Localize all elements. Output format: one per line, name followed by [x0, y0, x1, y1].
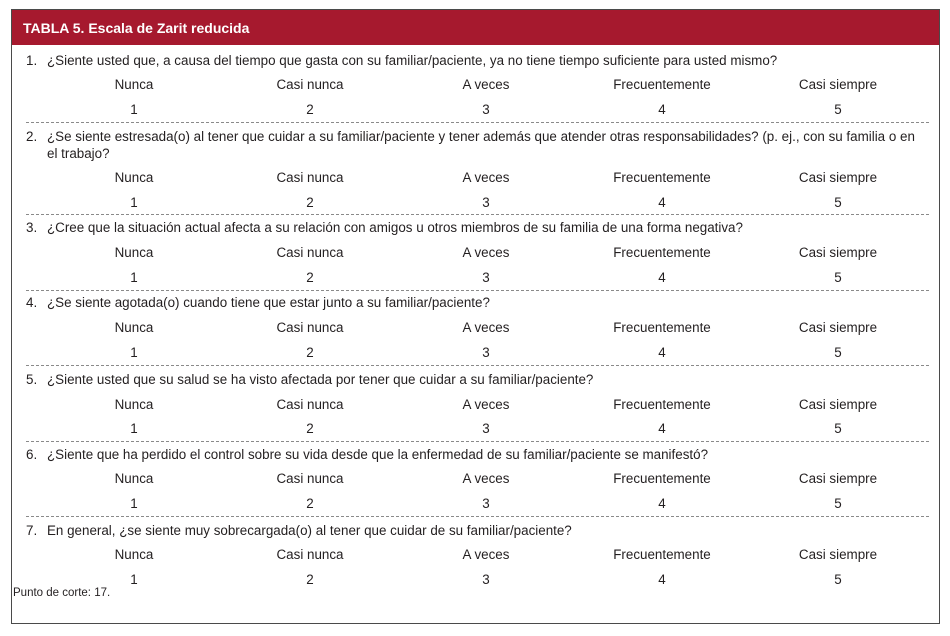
option-label: A veces	[462, 245, 510, 260]
question-separator	[26, 290, 929, 291]
option-label: Frecuentemente	[613, 320, 711, 335]
question-separator	[26, 365, 929, 366]
option-label: Nunca	[114, 170, 154, 185]
option-score: 2	[306, 421, 314, 436]
question-number: 6.	[26, 447, 38, 462]
option-score: 4	[658, 345, 666, 360]
question-number: 2.	[26, 129, 38, 144]
option-label: Casi nunca	[276, 471, 344, 486]
question-5-text	[26, 371, 929, 388]
option-score: 3	[482, 572, 490, 587]
option-label: Nunca	[114, 397, 154, 412]
question-3-text	[26, 219, 929, 236]
option-label: Frecuentemente	[613, 547, 711, 562]
option-label: Casi nunca	[276, 245, 344, 260]
option-score: 2	[306, 345, 314, 360]
option-score: 2	[306, 195, 314, 210]
option-label: Casi siempre	[798, 320, 878, 335]
option-label: Casi siempre	[798, 547, 878, 562]
question-6-text	[26, 446, 929, 463]
option-score: 5	[834, 195, 842, 210]
question-separator	[26, 441, 929, 442]
option-label: A veces	[462, 397, 510, 412]
question-1-text	[26, 52, 929, 69]
option-label: Frecuentemente	[613, 77, 711, 92]
option-score: 5	[834, 572, 842, 587]
question-body: ¿Siente que ha perdido el control sobre su vida desde que la enfermedad de su familiar/paciente se manifestó?	[47, 447, 709, 462]
option-label: Casi siempre	[798, 471, 878, 486]
option-label: Casi siempre	[798, 170, 878, 185]
option-score: 1	[130, 421, 138, 436]
option-label: Casi nunca	[276, 170, 344, 185]
question-body: ¿Se siente estresada(o) al tener que cuidar a su familiar/paciente y tener además que atender otras responsabilidades? (p. ej., con su familia o en el trabajo?	[47, 129, 915, 161]
option-score: 4	[658, 195, 666, 210]
option-score: 2	[306, 270, 314, 285]
question-4-text	[26, 294, 929, 311]
question-number: 7.	[26, 523, 38, 538]
option-score: 5	[834, 102, 842, 117]
table-footnote: Punto de corte: 17.	[13, 587, 111, 599]
question-number: 4.	[26, 295, 38, 310]
option-score: 3	[482, 195, 490, 210]
option-label: A veces	[462, 471, 510, 486]
option-score: 3	[482, 345, 490, 360]
question-7-text	[26, 522, 929, 539]
question-separator	[26, 214, 929, 215]
question-body: ¿Cree que la situación actual afecta a su relación con amigos u otros miembros de su familia de una forma negativa?	[47, 220, 743, 235]
option-score: 1	[130, 270, 138, 285]
option-label: A veces	[462, 170, 510, 185]
option-score: 5	[834, 421, 842, 436]
question-separator	[26, 516, 929, 517]
option-label: Nunca	[114, 471, 154, 486]
option-score: 3	[482, 421, 490, 436]
question-body: ¿Siente usted que su salud se ha visto afectada por tener que cuidar a su familiar/paciente?	[47, 372, 594, 387]
option-score: 5	[834, 345, 842, 360]
question-body: En general, ¿se siente muy sobrecargada(o) al tener que cuidar de su familiar/paciente?	[47, 523, 572, 538]
option-label: Frecuentemente	[613, 170, 711, 185]
option-label: Casi nunca	[276, 320, 344, 335]
option-label: Casi siempre	[798, 77, 878, 92]
option-score: 4	[658, 496, 666, 511]
option-score: 3	[482, 270, 490, 285]
option-label: Casi siempre	[798, 397, 878, 412]
option-score: 1	[130, 102, 138, 117]
option-label: Frecuentemente	[613, 397, 711, 412]
option-score: 1	[130, 572, 138, 587]
question-separator	[26, 122, 929, 123]
option-score: 5	[834, 270, 842, 285]
option-score: 1	[130, 345, 138, 360]
option-score: 4	[658, 572, 666, 587]
question-number: 5.	[26, 372, 38, 387]
option-score: 2	[306, 102, 314, 117]
option-label: Nunca	[114, 77, 154, 92]
table-title: TABLA 5. Escala de Zarit reducida	[12, 10, 939, 45]
option-label: Casi nunca	[276, 77, 344, 92]
option-label: Casi nunca	[276, 547, 344, 562]
option-score: 4	[658, 102, 666, 117]
option-label: Nunca	[114, 245, 154, 260]
option-label: Nunca	[114, 547, 154, 562]
option-label: A veces	[462, 547, 510, 562]
question-2-text	[26, 128, 929, 162]
option-label: Casi nunca	[276, 397, 344, 412]
option-score: 2	[306, 572, 314, 587]
question-body: ¿Se siente agotada(o) cuando tiene que estar junto a su familiar/paciente?	[47, 295, 490, 310]
question-body: ¿Siente usted que, a causa del tiempo que gasta con su familiar/paciente, ya no tiene tiempo suficiente para usted mismo?	[47, 53, 778, 68]
question-number: 1.	[26, 53, 38, 68]
option-label: A veces	[462, 320, 510, 335]
option-score: 1	[130, 195, 138, 210]
option-score: 4	[658, 421, 666, 436]
option-label: Frecuentemente	[613, 471, 711, 486]
option-score: 4	[658, 270, 666, 285]
question-number: 3.	[26, 220, 38, 235]
option-label: Casi siempre	[798, 245, 878, 260]
option-score: 3	[482, 496, 490, 511]
option-label: Frecuentemente	[613, 245, 711, 260]
option-score: 3	[482, 102, 490, 117]
option-label: Nunca	[114, 320, 154, 335]
option-score: 1	[130, 496, 138, 511]
option-score: 2	[306, 496, 314, 511]
option-score: 5	[834, 496, 842, 511]
option-label: A veces	[462, 77, 510, 92]
